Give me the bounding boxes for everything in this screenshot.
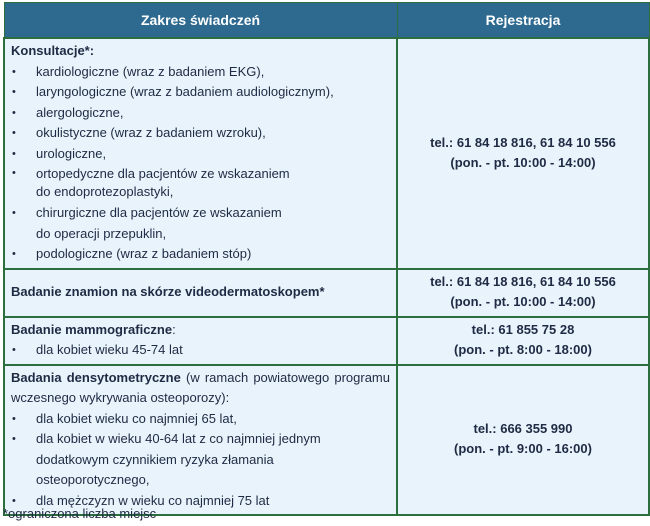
services-cell bbox=[4, 269, 397, 317]
bullet-icon: • bbox=[12, 494, 16, 507]
bullet-icon: • bbox=[12, 106, 16, 119]
registration-cell bbox=[397, 365, 649, 516]
list-item: • urologiczne, bbox=[11, 144, 390, 165]
row-title: Badanie mammograficzne: bbox=[11, 321, 176, 337]
bullet-icon: • bbox=[12, 207, 16, 219]
services-table bbox=[3, 2, 650, 516]
services-cell bbox=[4, 38, 397, 269]
registration-cell bbox=[397, 269, 649, 317]
phone-number: tel.: 61 84 18 816, 61 84 10 556 bbox=[430, 134, 616, 150]
phone-number: tel.: 61 855 75 28 bbox=[471, 322, 575, 337]
table-row-mammography bbox=[4, 317, 649, 365]
row-title: Badania densytometryczne (w ramach powiatowego programu wczesnego wykrywania osteoporozy): bbox=[11, 369, 390, 405]
bullet-icon: • bbox=[12, 65, 16, 78]
list-item: • okulistyczne (wraz z badaniem wzroku), bbox=[11, 123, 390, 144]
list-item: • dla kobiet wieku co najmniej 65 lat, bbox=[11, 409, 390, 430]
opening-hours: (pon. - pt. 10:00 - 14:00) bbox=[450, 294, 596, 309]
header-registration: Rejestracja bbox=[397, 3, 649, 39]
header-services: Zakres świadczeń bbox=[4, 3, 397, 39]
list-item: • dla kobiet w wieku 40-64 lat z co najmniej jednym dodatkowym czynnikiem ryzyka złamania osteoporotycznego, bbox=[12, 431, 321, 487]
table-header-row bbox=[4, 3, 649, 39]
service-list bbox=[11, 62, 390, 265]
row-title: Konsultacje*: bbox=[11, 43, 95, 58]
list-item: • chirurgiczne dla pacjentów ze wskazaniem do operacji przepuklin, bbox=[12, 205, 282, 241]
phone-number: tel.: 61 84 18 816, 61 84 10 556 bbox=[430, 274, 616, 289]
opening-hours: (pon. - pt. 10:00 - 14:00) bbox=[450, 154, 596, 170]
opening-hours: (pon. - pt. 8:00 - 18:00) bbox=[454, 342, 592, 357]
bullet-icon: • bbox=[12, 433, 16, 445]
bullet-icon: • bbox=[12, 127, 16, 139]
list-item: • podologiczne (wraz z badaniem stóp) bbox=[11, 244, 390, 265]
bullet-icon: • bbox=[12, 344, 16, 356]
services-cell bbox=[4, 317, 397, 365]
list-item: • dla kobiet wieku 45-74 lat bbox=[11, 340, 390, 361]
table-row-consultations bbox=[4, 38, 649, 269]
bullet-icon: • bbox=[12, 412, 16, 425]
service-list bbox=[11, 340, 390, 361]
table-row-mole-exam bbox=[4, 269, 649, 317]
list-item: • laryngologiczne (wraz z badaniem audiologicznym), bbox=[11, 82, 390, 103]
bullet-icon: • bbox=[12, 167, 16, 179]
opening-hours: (pon. - pt. 9:00 - 16:00) bbox=[454, 441, 592, 457]
registration-cell bbox=[397, 38, 649, 269]
list-item: • kardiologiczne (wraz z badaniem EKG), bbox=[11, 62, 390, 83]
list-item: • alergologiczne, bbox=[11, 103, 390, 124]
registration-cell bbox=[397, 317, 649, 365]
footnote: *ograniczona liczba miejsc bbox=[3, 506, 157, 521]
bullet-icon: • bbox=[12, 86, 16, 98]
bullet-icon: • bbox=[12, 147, 16, 160]
row-title: Badanie znamion na skórze videodermatoskopem* bbox=[11, 283, 325, 299]
services-table-wrapper bbox=[3, 2, 648, 516]
service-list bbox=[11, 409, 390, 512]
phone-number: tel.: 666 355 990 bbox=[473, 421, 573, 437]
table-row-densitometry bbox=[4, 365, 649, 516]
bullet-icon: • bbox=[12, 248, 16, 260]
list-item: • dla mężczyzn w wieku co najmniej 75 lat bbox=[11, 491, 390, 512]
services-cell bbox=[4, 365, 397, 516]
list-item: • ortopedyczne dla pacjentów ze wskazaniem do endoprotezoplastyki, bbox=[12, 166, 290, 199]
